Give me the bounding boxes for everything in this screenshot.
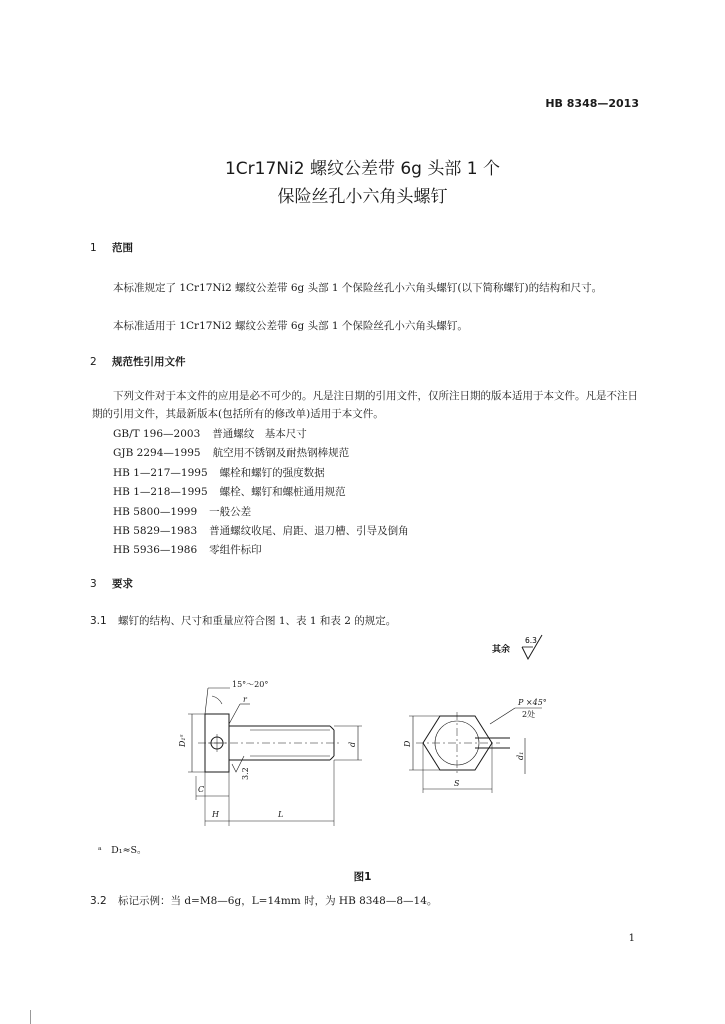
l-label: L: [278, 810, 284, 819]
section-1-heading: [90, 240, 133, 255]
chamfer-label: P ×45°: [518, 698, 547, 707]
roughness-check-icon: [492, 633, 552, 663]
title-line-2: 保险丝孔小六角头螺钉: [277, 187, 448, 207]
section-number: 1: [90, 242, 97, 254]
margin-mark: [30, 1010, 31, 1024]
section-number: 3: [90, 578, 97, 590]
thread-d-label: d: [348, 741, 357, 747]
page-number: 1: [628, 933, 635, 944]
s-label: S: [454, 779, 460, 788]
reference-item: GJB 2294—1995 航空用不锈钢及耐热钢棒规范: [113, 447, 350, 460]
reference-item: HB 5936—1986 零组件标印: [113, 544, 262, 557]
d1-label: D₁ᵃ: [178, 734, 187, 747]
section-title: 要求: [112, 578, 133, 590]
clause-3-2: 3.2 标记示例：当 d=M8—6g，L=14mm 时，为 HB 8348—8—14。: [90, 895, 438, 907]
reference-list: [113, 425, 409, 561]
d1-hole-label: d₁: [516, 751, 525, 760]
roughness-32-label: 3.2: [241, 767, 250, 780]
figure-1-drawing: [170, 676, 570, 826]
hex-d-label: D: [403, 740, 412, 747]
title-line-1: 1Cr17Ni2 螺纹公差带 6g 头部 1 个: [224, 159, 500, 179]
figure-footnote: ᵃ D₁≈S。: [98, 845, 147, 856]
c-label: C: [198, 785, 205, 794]
reference-item: HB 5800—1999 一般公差: [113, 505, 252, 518]
roughness-label: 其余: [492, 645, 511, 655]
clause-3-1: 3.1 螺钉的结构、尺寸和重量应符合图 1、表 1 和表 2 的规定。: [90, 615, 397, 627]
figure-caption: 图1: [353, 871, 372, 883]
angle-label: 15°～20°: [232, 680, 269, 689]
section-title: 范围: [112, 242, 133, 254]
reference-item: HB 1—217—1995 螺栓和螺钉的强度数据: [113, 466, 325, 479]
section-number: 2: [90, 356, 97, 368]
document-title: [0, 155, 725, 211]
section-1-paragraph-1: 本标准规定了 1Cr17Ni2 螺纹公差带 6g 头部 1 个保险丝孔小六角头螺钉(以下简称螺钉)的结构和尺寸。: [113, 282, 603, 294]
standard-code: HB 8348—2013: [545, 97, 639, 110]
reference-item: HB 1—218—1995 螺栓、螺钉和螺桩通用规范: [113, 486, 346, 499]
reference-item: HB 5829—1983 普通螺纹收尾、肩距、退刀槽、引导及倒角: [113, 525, 409, 538]
reference-item: GB/T 196—2003 普通螺纹 基本尺寸: [113, 428, 307, 440]
h-label: H: [212, 810, 219, 819]
section-title: 规范性引用文件: [112, 356, 186, 368]
chamfer-count-label: 2处: [522, 710, 536, 719]
section-2-heading: [90, 354, 186, 369]
section-1-paragraph-2: 本标准适用于 1Cr17Ni2 螺纹公差带 6g 头部 1 个保险丝孔小六角头螺钉。: [113, 320, 468, 332]
roughness-value: 6.3: [525, 636, 537, 645]
section-2-intro: 下列文件对于本文件的应用是必不可少的。凡是注日期的引用文件，仅所注日期的版本适用于本文件。凡是不注日期的引用文件，其最新版本(包括所有的修改单)适用于本文件。: [92, 390, 638, 420]
section-3-heading: [90, 576, 133, 591]
radius-label: r: [243, 695, 247, 704]
